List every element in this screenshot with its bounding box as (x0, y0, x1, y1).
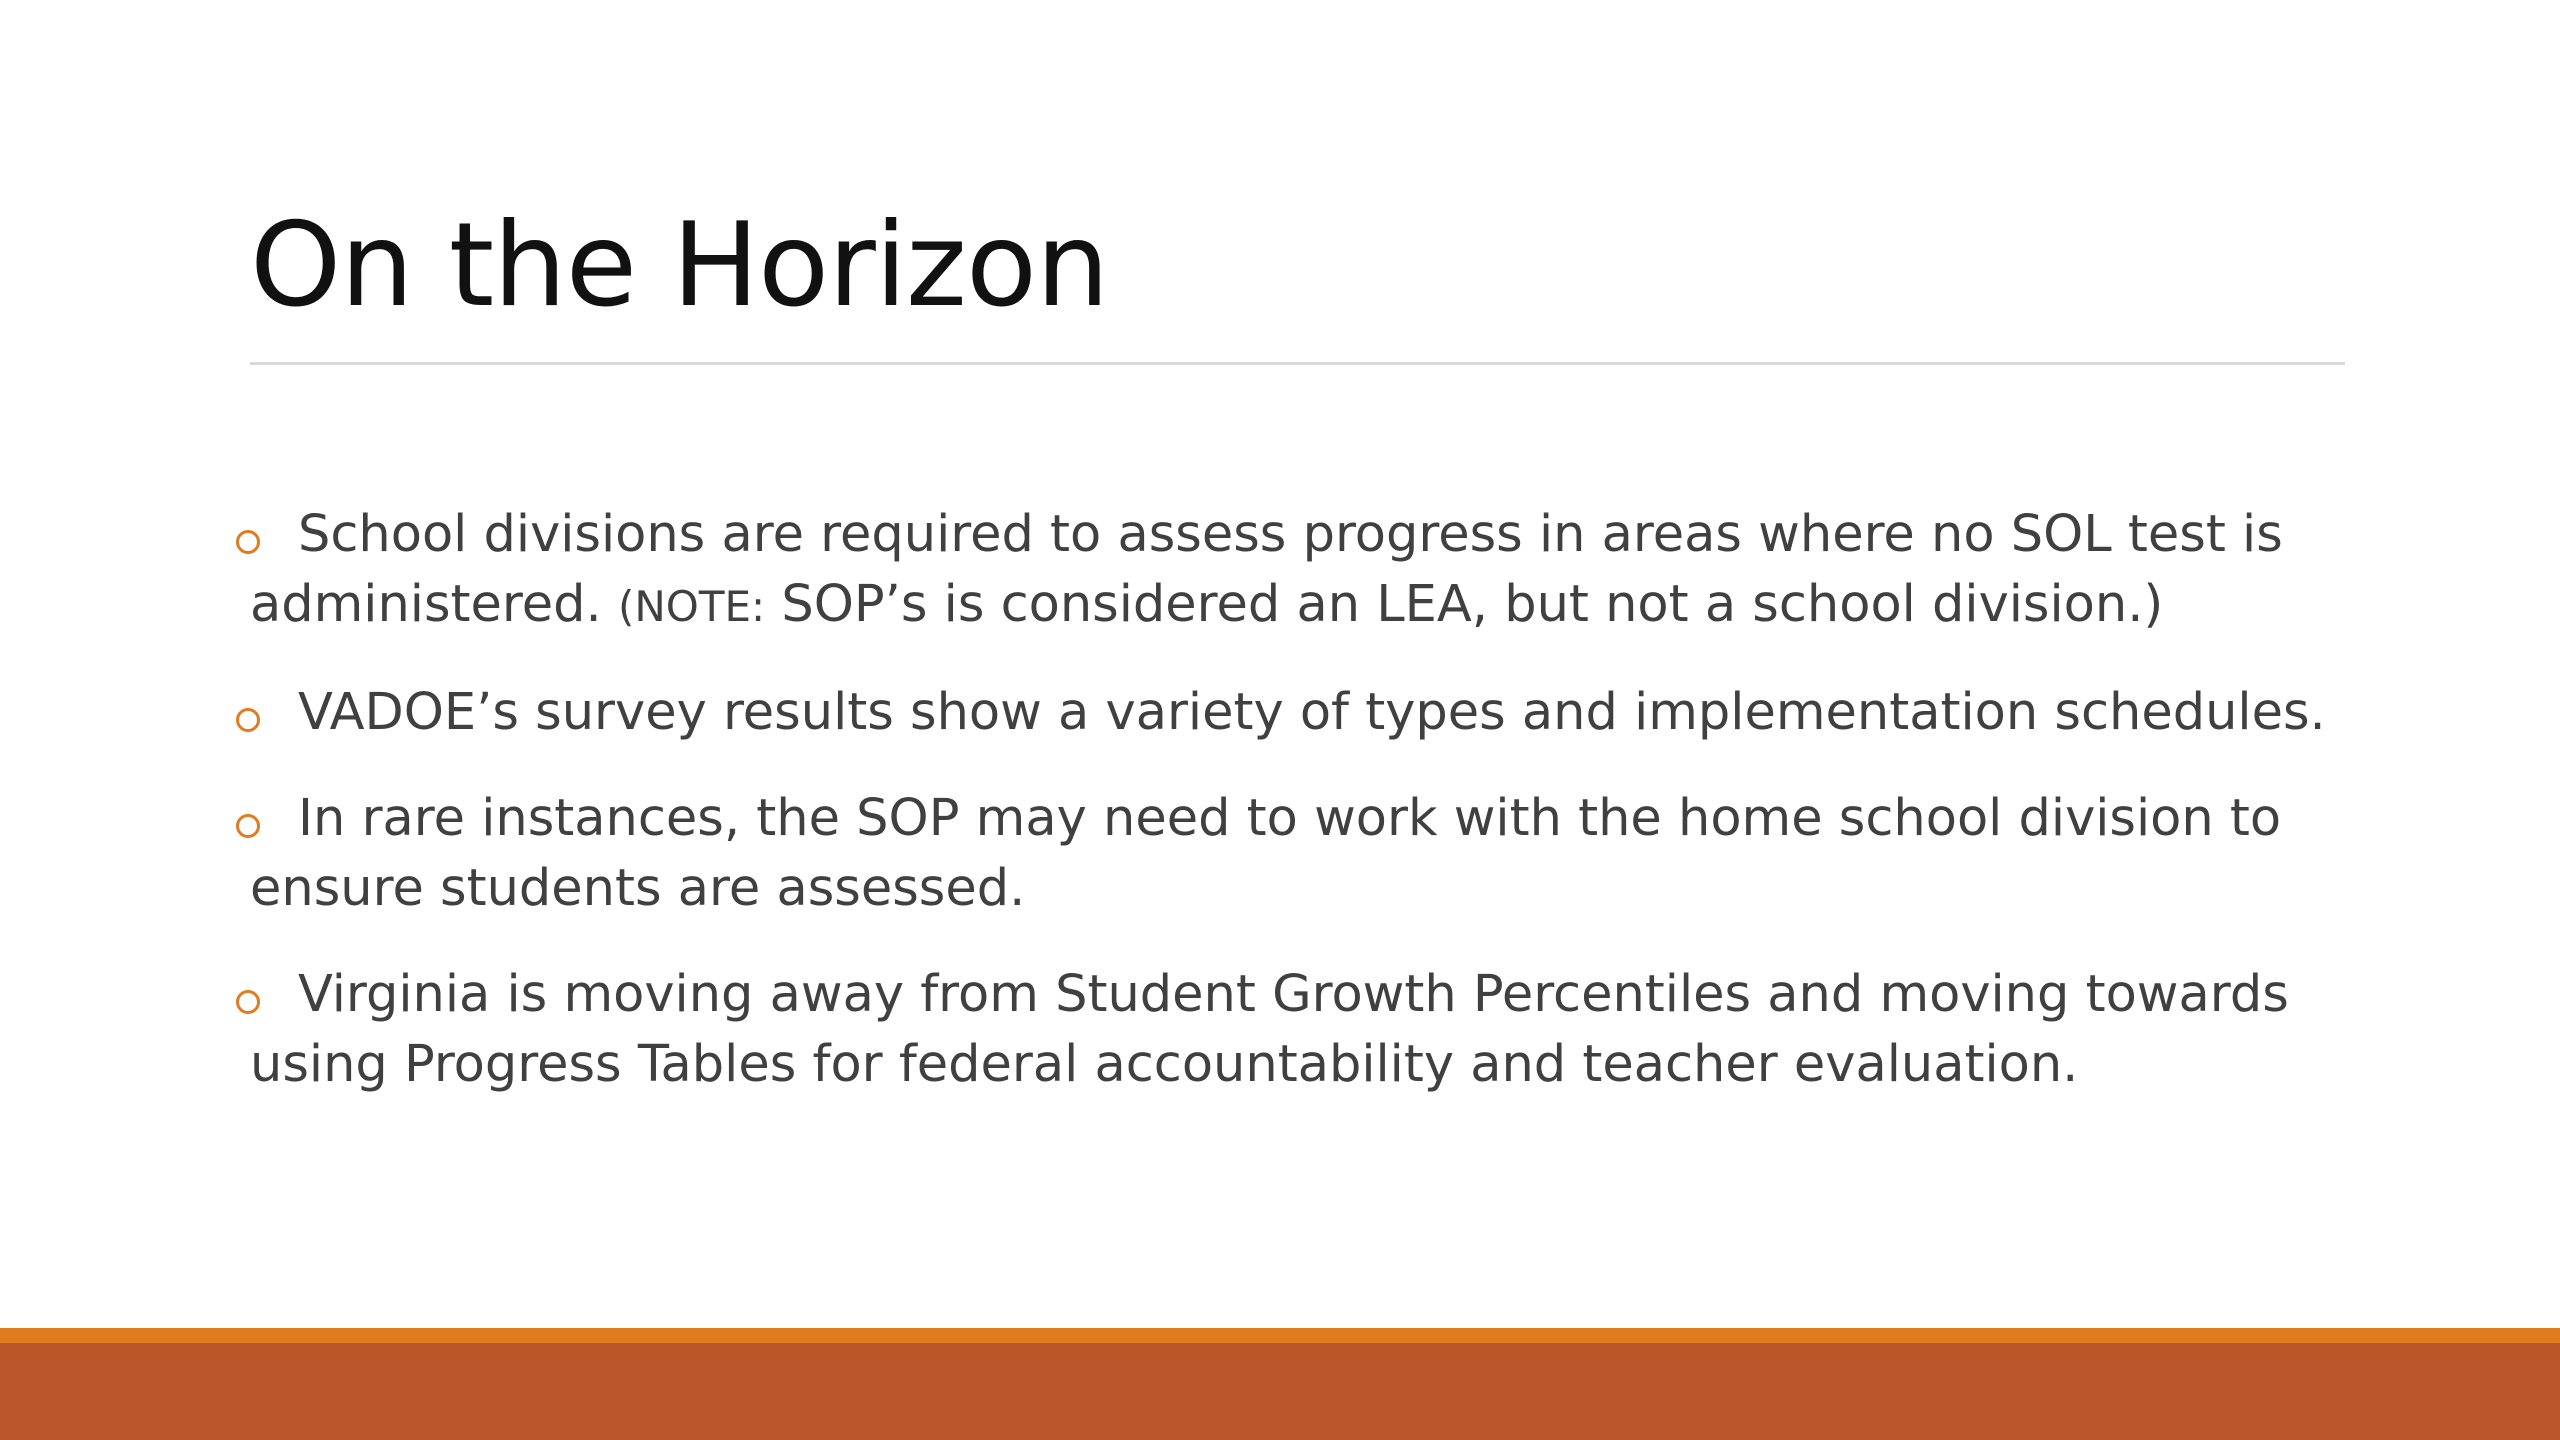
bullet-item-survey-results (250, 678, 2370, 748)
title-divider (250, 362, 2345, 365)
bullet-text: VADOE’s survey results show a variety of types and implementation schedules. (298, 683, 2326, 742)
note-label: (NOTE: (617, 582, 766, 631)
bullet-text: In rare instances, the SOP may need to work with the home school division to ensure students are assessed. (250, 789, 2282, 918)
circle-bullet-icon (236, 708, 260, 732)
bullet-list (250, 500, 2370, 1136)
slide-title: On the Horizon (250, 198, 1109, 333)
bullet-item-home-division (250, 784, 2370, 924)
bullet-text: Virginia is moving away from Student Growth Percentiles and moving towards using Progress Tables for federal accountability and teacher evaluation. (250, 965, 2289, 1094)
note-text: SOP’s is considered an LEA, but not a school division.) (781, 575, 2164, 634)
bullet-item-assessment (250, 500, 2370, 642)
footer-bar (0, 1343, 2560, 1440)
circle-bullet-icon (236, 990, 260, 1014)
circle-bullet-icon (236, 814, 260, 838)
bullet-text: School divisions are required to assess progress in areas where no SOL test is administered. (250, 505, 2283, 634)
bullet-item-progress-tables (250, 960, 2370, 1100)
circle-bullet-icon (236, 530, 260, 554)
footer-accent-stripe (0, 1328, 2560, 1343)
